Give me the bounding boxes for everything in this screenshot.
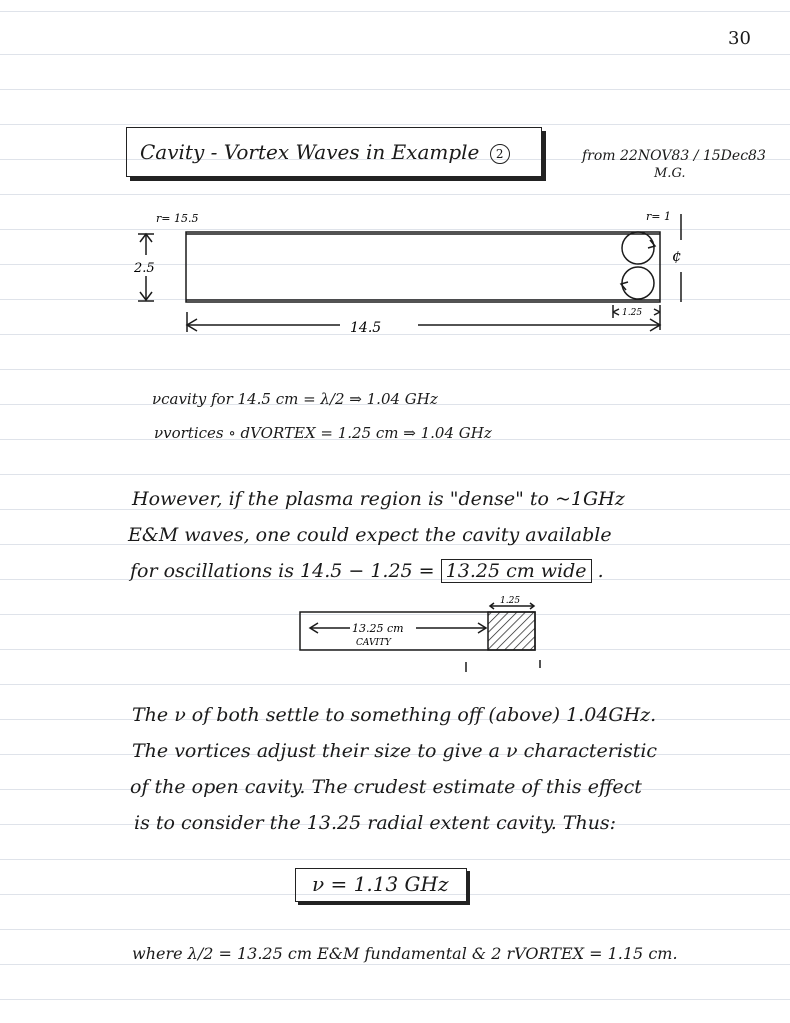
paragraph2-line1: The ν of both settle to something off (above) 1.04GHz.: [132, 704, 657, 726]
equation-vortex: νvortices ∘ dVORTEX = 1.25 cm ⇒ 1.04 GHz: [154, 424, 492, 442]
source-note: from 22NOV83 / 15Dec83: [582, 148, 766, 164]
cavity-length-label: 13.25 cm: [352, 622, 404, 635]
paragraph1-line2: E&M waves, one could expect the cavity available: [128, 524, 612, 546]
height-label: 2.5: [134, 261, 155, 276]
frequency-result: ν = 1.13 GHz: [312, 872, 449, 896]
title-label: Cavity - Vortex Waves in Example: [140, 140, 480, 164]
cavity-width-result: 13.25 cm wide: [441, 559, 592, 583]
paragraph1-line3-suffix: .: [597, 560, 604, 582]
vortex-width-label: 1.25: [622, 308, 643, 318]
length-label: 14.5: [350, 320, 382, 336]
paragraph1-line3-prefix: for oscillations is 14.5 − 1.25 =: [130, 560, 435, 582]
example-number-badge: 2: [490, 144, 510, 164]
paragraph2-line3: of the open cavity. The crudest estimate of this effect: [130, 776, 642, 798]
cavity-label: CAVITY: [356, 638, 391, 648]
centerline-symbol: ¢: [672, 247, 682, 265]
vortex-region-width-label: 1.25: [500, 596, 521, 606]
vortex-hatched-region: [488, 612, 535, 650]
page-number: 30: [728, 28, 751, 49]
equation-cavity: νcavity for 14.5 cm = λ/2 ⇒ 1.04 GHz: [152, 390, 438, 408]
r-right-label: r= 1: [646, 210, 671, 223]
paragraph1-line1: However, if the plasma region is "dense" to ~1GHz: [132, 488, 625, 510]
final-note: where λ/2 = 13.25 cm E&M fundamental & 2 rVORTEX = 1.15 cm.: [132, 944, 678, 963]
paragraph2-line2: The vortices adjust their size to give a ν characteristic: [132, 740, 658, 762]
paragraph2-line4: is to consider the 13.25 radial extent cavity. Thus:: [134, 812, 617, 834]
author-initials: M.G.: [654, 166, 686, 181]
r-left-label: r= 15.5: [156, 212, 199, 225]
